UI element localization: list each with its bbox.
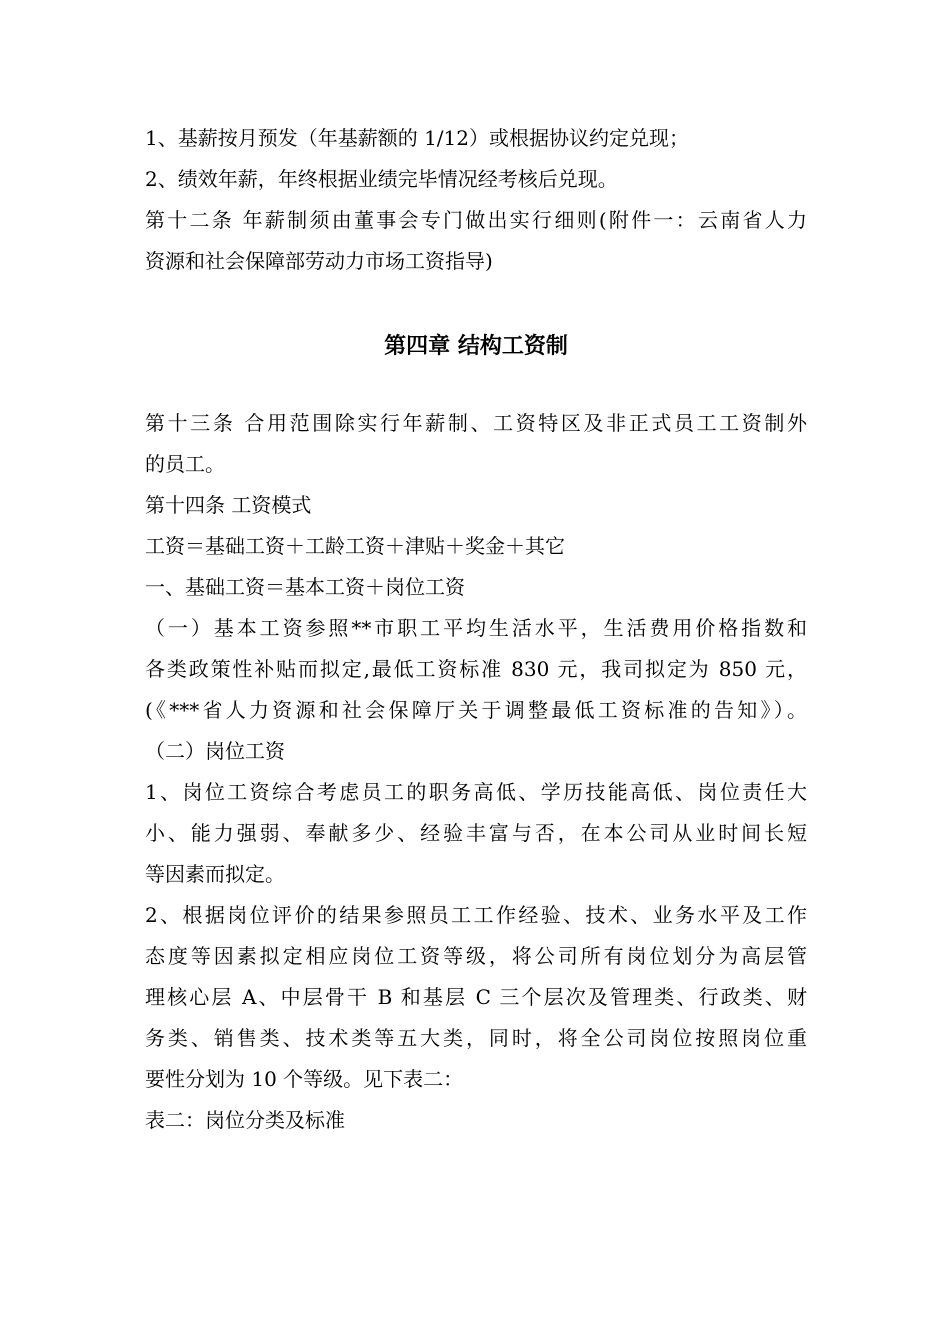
- paragraph-line: 2、绩效年薪，年终根据业绩完毕情况经考核后兑现。: [145, 167, 618, 191]
- document-body: [145, 118, 807, 1141]
- paragraph-line: 等因素而拟定。: [145, 862, 285, 886]
- table-caption: 表二：岗位分类及标准: [145, 1108, 345, 1132]
- paragraph-line: （二）岗位工资: [145, 739, 285, 763]
- paragraph-line: 资源和社会保障部劳动力市场工资指导): [145, 249, 493, 273]
- chapter-title: 第四章 结构工资制: [384, 334, 568, 359]
- paragraph-line: 一、基础工资＝基本工资＋岗位工资: [145, 575, 465, 599]
- paragraph-line: 1、岗位工资综合考虑员工的职务高低、学历技能高低、岗位责任大: [145, 780, 807, 804]
- paragraph-line: 第十二条 年薪制须由董事会专门做出实行细则(附件一：云南省人力: [145, 208, 807, 232]
- paragraph-line: 1、基薪按月预发（年基薪额的 1/12）或根据协议约定兑现；: [145, 126, 689, 150]
- paragraph-line: 各类政策性补贴而拟定,最低工资标准 830 元，我司拟定为 850 元，: [145, 657, 807, 681]
- paragraph-line: (《***省人力资源和社会保障厅关于调整最低工资标准的告知》）。: [145, 698, 807, 722]
- paragraph-line: 态度等因素拟定相应岗位工资等级，将公司所有岗位划分为高层管: [145, 944, 807, 968]
- paragraph-line: 工资＝基础工资＋工龄工资＋津贴＋奖金＋其它: [145, 534, 565, 558]
- paragraph-line: 的员工。: [145, 452, 225, 476]
- paragraph-line: （一）基本工资参照**市职工平均生活水平，生活费用价格指数和: [145, 616, 807, 640]
- paragraph-line: 务类、销售类、技术类等五大类，同时，将全公司岗位按照岗位重: [145, 1026, 807, 1050]
- paragraph-line: 小、能力强弱、奉献多少、经验丰富与否，在本公司从业时间长短: [145, 821, 807, 845]
- paragraph-line: 要性分划为 10 个等级。见下表二：: [145, 1067, 464, 1091]
- paragraph-line: 第十四条 工资模式: [145, 493, 312, 517]
- paragraph-line: 理核心层 A、中层骨干 B 和基层 C 三个层次及管理类、行政类、财: [145, 985, 807, 1009]
- paragraph-line: 2、根据岗位评价的结果参照员工工作经验、技术、业务水平及工作: [145, 903, 807, 927]
- paragraph-line: 第十三条 合用范围除实行年薪制、工资特区及非正式员工工资制外: [145, 411, 807, 435]
